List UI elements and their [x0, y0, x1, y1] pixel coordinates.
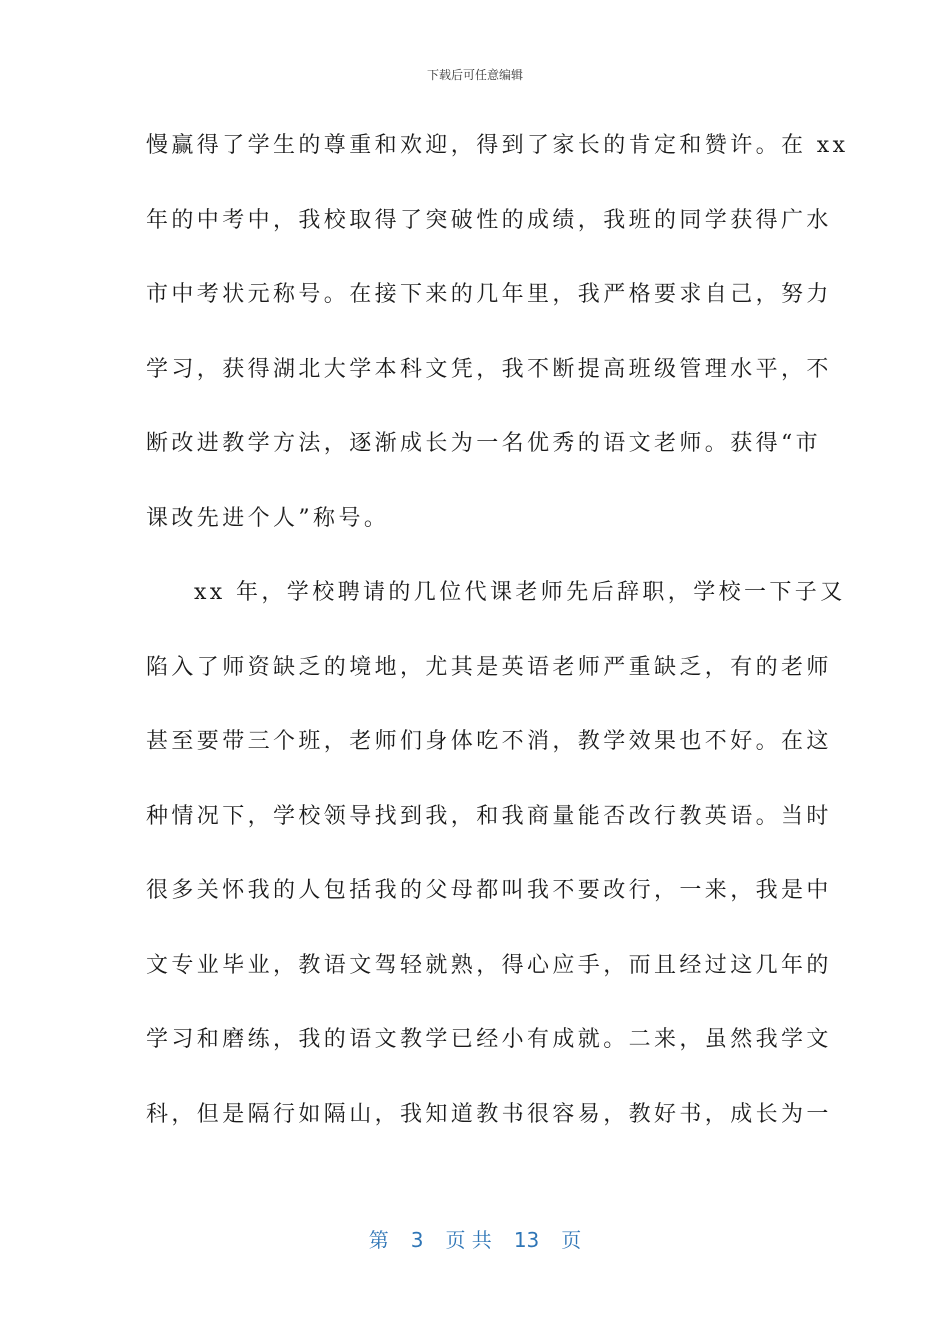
text-line: 很多关怀我的人包括我的父母都叫我不要改行，一来，我是中 — [146, 878, 832, 903]
footer-prefix: 第 — [368, 1228, 389, 1252]
page-footer — [0, 1224, 950, 1253]
text-line: 陷入了师资缺乏的境地，尤其是英语老师严重缺乏，有的老师 — [146, 654, 832, 680]
footer-total-pages: 13 — [513, 1228, 540, 1252]
text-line: 市中考状元称号。在接下来的几年里，我严格要求自己，努力 — [146, 282, 832, 307]
text-line: 断改进教学方法，逐渐成长为一名优秀的语文老师。获得“市 — [146, 431, 822, 456]
footer-current-page: 3 — [410, 1228, 424, 1252]
header-note: 下载后可任意编辑 — [426, 68, 523, 82]
text-line: 科，但是隔行如隔山，我知道教书很容易，教好书，成长为一 — [146, 1101, 832, 1127]
paragraph-1 — [146, 126, 849, 573]
footer-suffix: 页 — [561, 1228, 582, 1252]
text-line: 文专业毕业，教语文驾轻就熟，得心应手，而且经过这几年的 — [146, 952, 832, 978]
footer-middle: 页 共 — [445, 1228, 492, 1252]
text-line: 种情况下，学校领导找到我，和我商量能否改行教英语。当时 — [146, 803, 832, 829]
text-line: 甚至要带三个班，老师们身体吃不消，教学效果也不好。在这 — [146, 729, 832, 754]
text-line: 学习和磨练，我的语文教学已经小有成就。二来，虽然我学文 — [146, 1027, 832, 1052]
paragraph-2 — [146, 573, 846, 1169]
text-line: 学习，获得湖北大学本科文凭，我不断提高班级管理水平，不 — [146, 356, 832, 382]
text-line: xx 年，学校聘请的几位代课老师先后辞职，学校一下子又 — [194, 580, 846, 605]
text-line: 课改先进个人”称号。 — [146, 505, 390, 531]
text-line: 年的中考中，我校取得了突破性的成绩，我班的同学获得广水 — [146, 207, 832, 233]
text-line: 慢赢得了学生的尊重和欢迎，得到了家长的肯定和赞许。在 xx — [146, 133, 849, 158]
body-text — [146, 126, 849, 1169]
